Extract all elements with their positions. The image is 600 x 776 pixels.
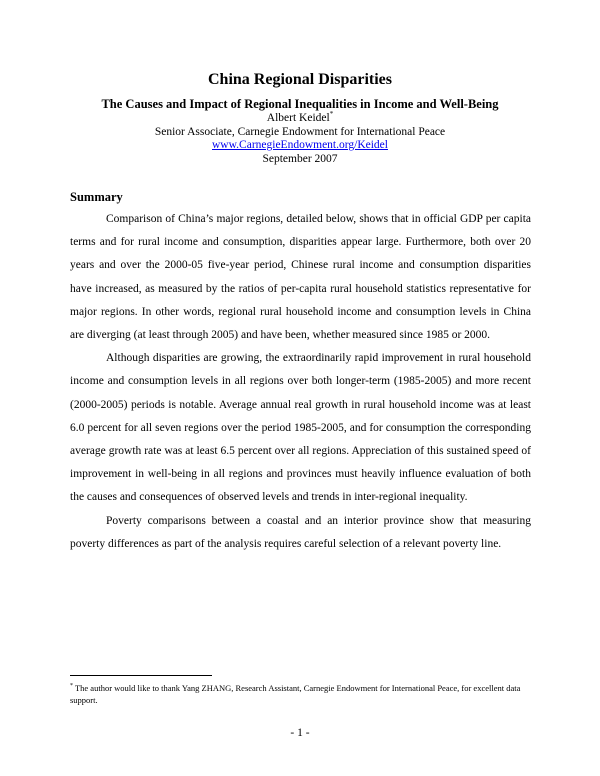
paper-title: China Regional Disparities [207, 71, 392, 88]
footnote-text: The author would like to thank Yang ZHANG, Research Assistant, Carnegie Endowment for International Peace, for excellent data support. [70, 683, 521, 705]
author-affiliation: Senior Associate, Carnegie Endowment for International Peace [154, 125, 446, 138]
author-name: Albert Keidel [266, 112, 330, 124]
summary-body [70, 208, 531, 556]
author-url-link[interactable]: www.CarnegieEndowment.org/Keidel [212, 139, 388, 151]
summary-heading: Summary [70, 190, 123, 204]
title-block [0, 70, 600, 166]
footnote [70, 682, 531, 706]
paper-subtitle: The Causes and Impact of Regional Inequalities in Income and Well-Being [101, 97, 499, 111]
author-line [0, 112, 600, 126]
author-footnote-mark: * [329, 110, 334, 119]
page-number: - 1 - [290, 727, 310, 739]
footnote-mark: * [70, 683, 73, 690]
author-url-line [0, 139, 600, 153]
summary-paragraph-1: Comparison of China’s major regions, detailed below, shows that in official GDP per capita terms and for rural income and consumption, disparities appear large. Furthermore, both over 20 years and over the 2000-05 five-year period, Chinese rural income and consumption disparities have increased, as measured by the ratios of per-capita rural household statistics representative for major regions. In other words, regional rural household income and consumption levels in China are diverging (at least through 2005) and have been, whether measured since 1985 or 2000. [70, 213, 531, 342]
footnote-divider [70, 675, 212, 676]
summary-paragraph-3: Poverty comparisons between a coastal and an interior province show that measuring poverty differences as part of the analysis requires careful selection of a relevant poverty line. [70, 514, 531, 550]
summary-paragraph-2: Although disparities are growing, the extraordinarily rapid improvement in rural household income and consumption levels in all regions over both longer-term (1985-2005) and more recent (2000-2005) periods is notable. Average annual real growth in rural household income was at least 6.0 percent for all seven regions over the period 1985-2005, and for consumption the corresponding average growth rate was at least 6.5 percent over all regions. Appreciation of this sustained speed of improvement in well-being in all regions and provinces must heavily influence evaluation of both the causes and consequences of observed levels and trends in inter-regional inequality. [70, 352, 531, 504]
publication-date: September 2007 [262, 152, 338, 165]
